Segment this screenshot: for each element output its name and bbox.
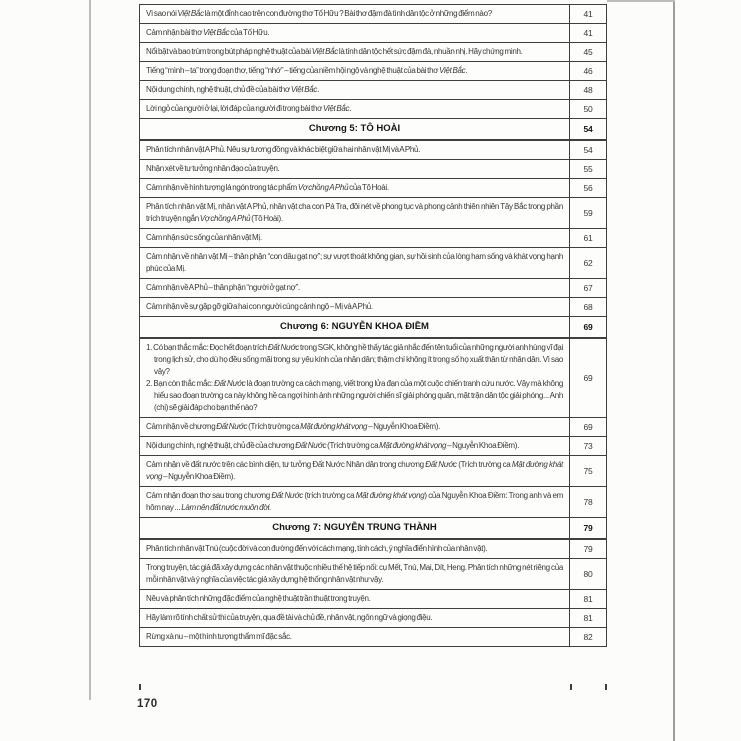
toc-row	[140, 247, 606, 278]
toc-row	[140, 140, 606, 159]
page-number-cell: 56	[569, 179, 606, 197]
page-number-cell: 59	[569, 198, 606, 228]
toc-row	[140, 338, 606, 417]
toc-row	[140, 80, 606, 99]
page-number-cell: 48	[569, 81, 606, 99]
toc-row	[140, 61, 606, 80]
page-number-cell: 75	[569, 456, 606, 486]
page-number-cell: 69	[569, 317, 606, 337]
page-edge-line-right	[673, 0, 675, 741]
page-number-cell: 67	[569, 279, 606, 297]
table-border-stub-left	[139, 684, 141, 690]
chapter-row	[140, 517, 606, 539]
toc-row	[140, 42, 606, 61]
page-number-cell: 45	[569, 43, 606, 61]
toc-item-text: Nhận xét về tư tưởng nhân đạo của truyện.	[146, 164, 280, 173]
chapter-row	[140, 118, 606, 140]
toc-row	[140, 486, 606, 517]
page-edge-line-left	[89, 0, 91, 700]
toc-item-text: Cảm nhận về đất nước trên các bình diện, tư tưởng Đất Nước Nhân dân trong chương Đất Nước (Trích trường ca Mặt đường khát vọng – Nguyễn Khoa Điềm).	[146, 460, 563, 481]
toc-item-text: Hãy làm rõ tính chất sử thi của truyện, qua đề tài và chủ đề, nhân vật, ngôn ngữ và giọng điệu.	[146, 613, 433, 622]
toc-row	[140, 159, 606, 178]
toc-row	[140, 539, 606, 558]
toc-item-text: Cảm nhận về chương Đất Nước (Trích trường ca Mặt đường khát vọng – Nguyễn Khoa Điềm).	[146, 422, 441, 431]
page-number-cell: 41	[569, 24, 606, 42]
footer-page-number: 170	[137, 698, 158, 710]
toc-row	[140, 417, 606, 436]
toc-item-text: Cảm nhận đoạn thơ sau trong chương Đất Nước (trích trường ca Mặt đường khát vọng) của Nguyễn Khoa Điềm: Trong anh và em hôm nay ... Làm nên đất nước muôn đời.	[146, 491, 563, 512]
toc-row	[140, 627, 606, 646]
toc-item-text	[140, 339, 569, 417]
toc-row	[140, 278, 606, 297]
toc-row	[140, 436, 606, 455]
page-number-cell: 81	[569, 590, 606, 608]
toc-item-text: Nêu và phân tích những đặc điểm của nghệ thuật trần thuật trong truyện.	[146, 594, 371, 603]
page-number-cell: 69	[569, 339, 606, 417]
toc-item-paragraph: 1. Có bạn thắc mắc: Đọc hết đoạn trích Đất Nước trong SGK, không hề thấy tác giả nhắc đến tên tuổi của những người anh hùng vĩ đại trong lịch sử, cho dù họ đều sống mãi trong sự yêu kính của nhân dân; thậm chí không ít trong số họ xuất thân từ nhân dân. Vì sao vậy?	[146, 343, 563, 376]
toc-row	[140, 197, 606, 228]
toc-item-paragraph: 2. Bạn còn thắc mắc: Đất Nước là đoạn trường ca cách mạng, viết trong lửa đạn của một cuộc chiến tranh cứu nước. Vậy mà không hiểu sao đoạn trường ca này không hề ca ngợi hình ảnh những người chiến sĩ giải phóng quân, mặt trận dân tộc giải phóng... Anh (chị) sẽ giải đáp cho bạn thế nào?	[146, 379, 563, 412]
toc-row	[140, 297, 606, 316]
toc-row	[140, 5, 606, 23]
page-number-cell: 79	[569, 518, 606, 538]
toc-item-text: Cảm nhận về hình tượng lá ngón trong tác phẩm Vợ chồng A Phủ của Tô Hoài.	[146, 183, 389, 192]
toc-item-text: Nổi bật và bao trùm trong bút pháp nghệ thuật của bài Việt Bắc là tính dân tộc hết sức đậm đà, nhuần nhị. Hãy chứng minh.	[146, 47, 523, 56]
page-number-cell: 79	[569, 540, 606, 558]
toc-item-text: Cảm nhận về sự gặp gỡ giữa hai con người cùng cảnh ngộ – Mị và A Phủ.	[146, 302, 373, 311]
toc-row	[140, 99, 606, 118]
page-number-cell: 54	[569, 141, 606, 159]
chapter-row	[140, 316, 606, 338]
toc-item-text: Tiếng “mình – ta” trong đoạn thơ, tiếng “nhớ” – tiếng của niềm hội ngộ và nghệ thuật của bài thơ Việt Bắc.	[146, 66, 468, 75]
toc-row	[140, 589, 606, 608]
toc-item-text: Phân tích nhân vật Mị, nhân vật A Phủ, nhân vật cha con Pá Tra, đôi nét về phong tục và phong cảnh thiên nhiên Tây Bắc trong phần trích truyện ngắn Vợ chồng A Phủ (Tô Hoài).	[146, 202, 563, 223]
chapter-title: Chương 6: NGUYỄN KHOA ĐIỀM	[280, 321, 429, 332]
chapter-title: Chương 5: TÔ HOÀI	[308, 123, 401, 134]
toc-row	[140, 455, 606, 486]
toc-row	[140, 228, 606, 247]
page-number-cell: 46	[569, 62, 606, 80]
toc-item-text: Nội dung chính, nghệ thuật, chủ đề của bài thơ Việt Bắc.	[146, 85, 320, 94]
page-number-cell: 81	[569, 609, 606, 627]
chapter-title: Chương 7: NGUYỄN TRUNG THÀNH	[272, 522, 437, 533]
page-number-cell: 78	[569, 487, 606, 517]
toc-item-text: Cảm nhận bài thơ Việt Bắc của Tố Hữu.	[146, 28, 270, 37]
page-number-cell: 61	[569, 229, 606, 247]
page-number-cell: 50	[569, 100, 606, 118]
page-number-cell: 82	[569, 628, 606, 646]
toc-item-text: Lời ngỏ của người ở lại, lời đáp của người đi trong bài thơ Việt Bắc.	[146, 104, 352, 113]
toc-item-text: Nội dung chính, nghệ thuật, chủ đề của chương Đất Nước (Trích trường ca Mặt đường khát vọng – Nguyễn Khoa Điềm).	[146, 441, 520, 450]
toc-item-text: Phân tích nhân vật Tnú (cuộc đời và con đường đến với cách mạng, tính cách, ý nghĩa điển hình của nhân vật).	[146, 544, 488, 553]
toc-row	[140, 178, 606, 197]
toc-row	[140, 558, 606, 589]
toc-item-text: Phân tích nhân vật A Phủ. Nêu sự tương đồng và khác biệt giữa hai nhân vật Mị và A Phủ.	[146, 145, 421, 154]
toc-item-text: Rừng xà nu – một hình tượng thẩm mĩ đặc sắc.	[146, 632, 292, 641]
toc-row	[140, 23, 606, 42]
toc-item-text: Vì sao nói Việt Bắc là một đỉnh cao trên con đường thơ Tố Hữu ? Bài thơ đậm đà tình dân tộc ở những điểm nào?	[146, 9, 492, 18]
toc-table	[139, 4, 607, 647]
toc-item-text: Cảm nhận sức sống của nhân vật Mị.	[146, 233, 262, 242]
page-number-cell: 62	[569, 248, 606, 278]
toc-row	[140, 608, 606, 627]
toc-item-text: Trong truyện, tác giả đã xây dựng các nhân vật thuộc nhiều thế hệ tiếp nối: cụ Mết, Tnú, Mai, Dít, Heng. Phân tích những nét riêng của mỗi nhân vật và ý nghĩa của việc tác giả xây dựng hệ thống nhân vật như vậy.	[146, 563, 563, 584]
page-number-cell: 80	[569, 559, 606, 589]
page-number-cell: 73	[569, 437, 606, 455]
page-number-cell: 55	[569, 160, 606, 178]
table-border-stub-middle	[570, 684, 572, 690]
page-number-cell: 68	[569, 298, 606, 316]
toc-item-text: Cảm nhận về A Phủ – thân phận “người ở gạt nợ”.	[146, 283, 300, 292]
page-edge-line-top	[607, 0, 675, 2]
page-number-cell: 41	[569, 5, 606, 23]
table-border-stub-right	[605, 684, 607, 690]
page-number-cell: 54	[569, 119, 606, 139]
page-number-cell: 69	[569, 418, 606, 436]
toc-item-text: Cảm nhận về nhân vật Mị – thân phận “con dâu gạt nợ”; sự vượt thoát không gian, sự hồi sinh của lòng ham sống và khát vọng hạnh phúc của Mị.	[146, 252, 563, 273]
